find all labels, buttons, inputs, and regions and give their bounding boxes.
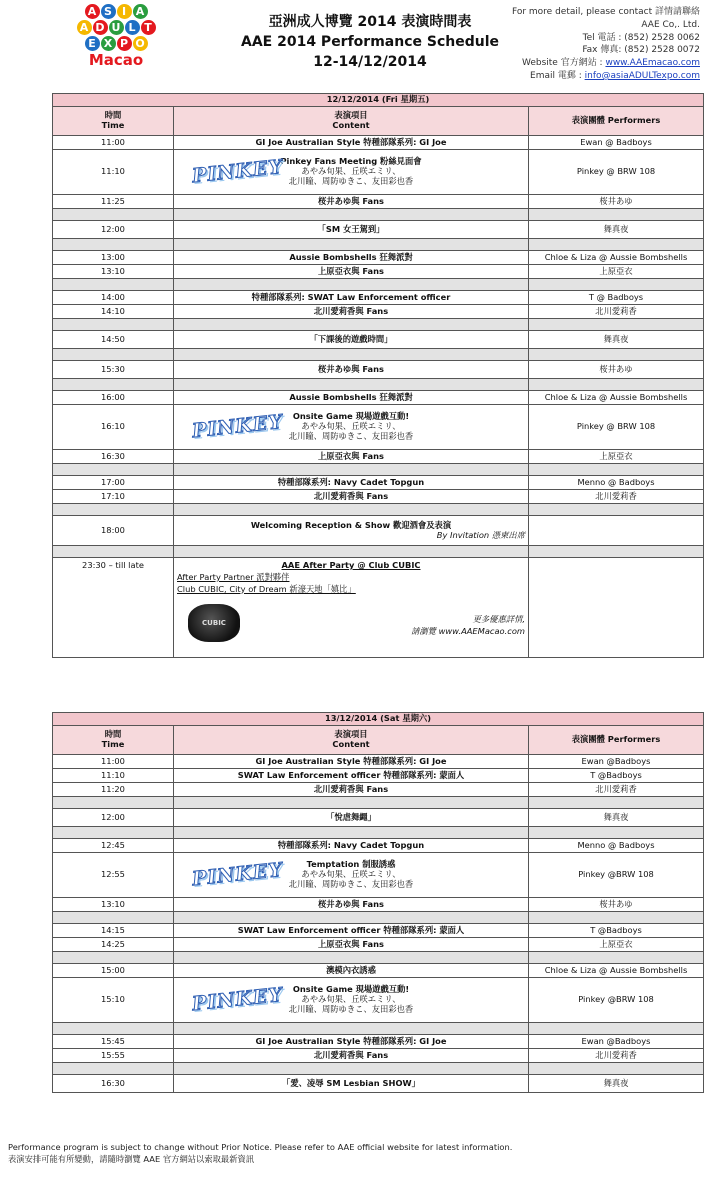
table-row <box>53 331 704 349</box>
table-row <box>53 809 704 827</box>
table-cell <box>53 952 174 964</box>
table-cell <box>174 1063 529 1075</box>
table-cell: 13:10 <box>53 898 174 912</box>
table-row <box>53 755 704 769</box>
table-cell: 14:00 <box>53 291 174 305</box>
table-cell: Pinkey @ BRW 108 <box>529 150 704 195</box>
table-cell <box>174 349 529 361</box>
table-cell <box>174 952 529 964</box>
table-cell <box>529 558 704 658</box>
table-row <box>53 94 704 107</box>
table-cell <box>174 279 529 291</box>
table-cell: 「下課後的遊戲時間」 <box>174 331 529 349</box>
pinkey-logo: PINKEY <box>191 410 284 443</box>
spacer-row <box>53 952 704 964</box>
content-column-header: 表演項目 Content <box>174 726 529 755</box>
table-cell: 舞真夜 <box>529 331 704 349</box>
table-cell <box>174 827 529 839</box>
table-cell: 14:10 <box>53 305 174 319</box>
table-cell: 16:00 <box>53 391 174 405</box>
table-cell <box>53 797 174 809</box>
page-header <box>0 0 710 90</box>
table-cell: 17:10 <box>53 490 174 504</box>
table-cell: Menno @ Badboys <box>529 839 704 853</box>
table-cell <box>174 1023 529 1035</box>
table-cell <box>174 319 529 331</box>
table-cell <box>529 464 704 476</box>
table-cell: 北川愛莉香與 Fans <box>174 783 529 797</box>
table-row <box>53 1049 704 1063</box>
table-cell: 桜井あゆ與 Fans <box>174 361 529 379</box>
performers-column-header: 表演團體 Performers <box>529 726 704 755</box>
table-cell: Aussie Bombshells 狂舞派對 <box>174 251 529 265</box>
table-row <box>53 361 704 379</box>
website-link[interactable]: www.AAEmacao.com <box>605 58 700 69</box>
table-cell <box>174 464 529 476</box>
table-cell: PINKEY Onsite Game 現場遊戲互動! あやみ旬果、丘咲エミリ、 北川瞳、周防ゆきこ、友田彩也香 <box>174 405 529 450</box>
spacer-row <box>53 279 704 291</box>
table-cell <box>174 239 529 251</box>
table-cell: 14:15 <box>53 924 174 938</box>
email-link[interactable]: info@asiaADULTexpo.com <box>584 70 700 81</box>
table-row <box>53 924 704 938</box>
table-row <box>53 195 704 209</box>
table-cell <box>53 464 174 476</box>
table-row <box>53 405 704 450</box>
table-cell: 舞真夜 <box>529 221 704 239</box>
table-cell: Pinkey @BRW 108 <box>529 978 704 1023</box>
table-cell: 上原亞衣與 Fans <box>174 265 529 279</box>
table-row <box>53 450 704 464</box>
table-row <box>53 769 704 783</box>
table-cell: 12:00 <box>53 221 174 239</box>
table-cell: 特種部隊系列: SWAT Law Enforcement officer <box>174 291 529 305</box>
table-cell <box>529 349 704 361</box>
table-cell <box>529 827 704 839</box>
table-cell <box>529 546 704 558</box>
table-cell <box>53 239 174 251</box>
table-cell: 15:10 <box>53 978 174 1023</box>
footer-notice: Performance program is subject to change without Prior Notice. Please refer to AAE official website for latest information. 表演安排可能有所變動，請隨時瀏覽 AAE 官方網站以索取最新資訊 <box>8 1142 513 1164</box>
logo-letter: A <box>85 4 100 19</box>
table-cell: 北川愛莉香與 Fans <box>174 305 529 319</box>
table-cell: 11:00 <box>53 136 174 150</box>
table-cell: SWAT Law Enforcement officer 特種部隊系列: 蒙面人 <box>174 924 529 938</box>
time-column-header: 時間 Time <box>53 726 174 755</box>
table-cell: 北川愛莉香與 Fans <box>174 490 529 504</box>
table-cell <box>529 279 704 291</box>
table-cell <box>529 952 704 964</box>
table-cell: Ewan @ Badboys <box>529 136 704 150</box>
table-cell: Chloe & Liza @ Aussie Bombshells <box>529 391 704 405</box>
table-row <box>53 305 704 319</box>
time-column-header: 時間 Time <box>53 107 174 136</box>
table-cell: GI Joe Australian Style 特種部隊系列: GI Joe <box>174 136 529 150</box>
table-row <box>53 265 704 279</box>
logo-letter: L <box>125 20 140 35</box>
table-cell: 11:10 <box>53 769 174 783</box>
spacer-row <box>53 319 704 331</box>
logo-letter: S <box>101 4 116 19</box>
table-cell: 16:30 <box>53 450 174 464</box>
table-cell <box>529 1023 704 1035</box>
table-cell: 15:30 <box>53 361 174 379</box>
logo-letter: P <box>117 36 132 51</box>
table-row <box>53 150 704 195</box>
schedule-table-day2 <box>52 712 704 1093</box>
table-row <box>53 898 704 912</box>
table-cell: 23:30 – till late <box>53 558 174 658</box>
table-cell: T @ Badboys <box>529 291 704 305</box>
table-cell: 15:00 <box>53 964 174 978</box>
spacer-row <box>53 504 704 516</box>
table-row <box>53 251 704 265</box>
table-cell: Menno @ Badboys <box>529 476 704 490</box>
table-cell <box>529 239 704 251</box>
table-cell <box>53 279 174 291</box>
table-cell: 「SM 女王駕到」 <box>174 221 529 239</box>
spacer-row <box>53 464 704 476</box>
table-row <box>53 476 704 490</box>
table-cell <box>53 546 174 558</box>
table-cell <box>53 827 174 839</box>
table-cell: 桜井あゆ與 Fans <box>174 898 529 912</box>
table-cell <box>174 912 529 924</box>
table-cell: 15:55 <box>53 1049 174 1063</box>
table-row <box>53 853 704 898</box>
table-cell <box>529 912 704 924</box>
table-cell: 「愛、凌辱 SM Lesbian SHOW」 <box>174 1075 529 1093</box>
cubic-logo: CUBIC <box>188 604 240 642</box>
table-cell: PINKEY Onsite Game 現場遊戲互動! あやみ旬果、丘咲エミリ、 北川瞳、周防ゆきこ、友田彩也香 <box>174 978 529 1023</box>
logo-letter: O <box>133 36 148 51</box>
spacer-row <box>53 912 704 924</box>
table-cell: T @Badboys <box>529 769 704 783</box>
table-cell: GI Joe Australian Style 特種部隊系列: GI Joe <box>174 1035 529 1049</box>
table-cell: T @Badboys <box>529 924 704 938</box>
table-cell: Pinkey @BRW 108 <box>529 853 704 898</box>
logo-letter: I <box>117 4 132 19</box>
table-cell: 北川愛莉香 <box>529 783 704 797</box>
table-cell: 上原亞衣 <box>529 450 704 464</box>
title-dates: 12-14/12/2014 <box>313 54 427 70</box>
table-cell: 舞真夜 <box>529 1075 704 1093</box>
table-cell: 12:45 <box>53 839 174 853</box>
table-row <box>53 978 704 1023</box>
pinkey-logo: PINKEY <box>191 983 284 1016</box>
table-cell: 上原亞衣與 Fans <box>174 450 529 464</box>
aae-logo <box>70 4 162 80</box>
table-cell: 「悅虐舞繩」 <box>174 809 529 827</box>
spacer-row <box>53 546 704 558</box>
spacer-row <box>53 1023 704 1035</box>
spacer-row <box>53 827 704 839</box>
title-cn: 亞洲成人博覽 2014 表演時間表 <box>268 14 472 30</box>
spacer-row <box>53 797 704 809</box>
table-cell <box>529 516 704 546</box>
performers-column-header: 表演團體 Performers <box>529 107 704 136</box>
table-row <box>53 391 704 405</box>
table-cell: 舞真夜 <box>529 809 704 827</box>
table-cell: 14:50 <box>53 331 174 349</box>
table-cell: 14:25 <box>53 938 174 952</box>
table-cell <box>529 797 704 809</box>
table-row <box>53 1035 704 1049</box>
spacer-row <box>53 1063 704 1075</box>
spacer-row <box>53 239 704 251</box>
table-cell: 特種部隊系列: Navy Cadet Topgun <box>174 839 529 853</box>
table-row <box>53 964 704 978</box>
pinkey-logo: PINKEY <box>191 858 284 891</box>
table-cell: 13:10 <box>53 265 174 279</box>
table-cell: 16:30 <box>53 1075 174 1093</box>
date-header: 13/12/2014 (Sat 星期六) <box>53 713 704 726</box>
table-cell: 12:00 <box>53 809 174 827</box>
logo-city: Macao <box>88 51 144 69</box>
table-cell: 12:55 <box>53 853 174 898</box>
logo-letter: E <box>85 36 100 51</box>
logo-letter: T <box>141 20 156 35</box>
title-en: AAE 2014 Performance Schedule <box>240 34 499 50</box>
spacer-row <box>53 379 704 391</box>
table-cell <box>53 349 174 361</box>
table-cell: PINKEY Temptation 制服誘惑 あやみ旬果、丘咲エミリ、 北川瞳、周防ゆきこ、友田彩也香 <box>174 853 529 898</box>
table-cell: Welcoming Reception & Show 歡迎酒會及表演 By Invitation 憑柬出席 <box>174 516 529 546</box>
table-cell: Aussie Bombshells 狂舞派對 <box>174 391 529 405</box>
table-cell: Ewan @Badboys <box>529 1035 704 1049</box>
table-cell: 13:00 <box>53 251 174 265</box>
schedule-table-day1 <box>52 93 704 658</box>
table-cell <box>53 379 174 391</box>
table-cell: 桜井あゆ <box>529 195 704 209</box>
table-cell: 11:00 <box>53 755 174 769</box>
table-cell: 11:20 <box>53 783 174 797</box>
logo-letter: A <box>77 20 92 35</box>
table-cell: Chloe & Liza @ Aussie Bombshells <box>529 251 704 265</box>
table-cell <box>174 546 529 558</box>
content-column-header: 表演項目 Content <box>174 107 529 136</box>
table-cell: Pinkey @ BRW 108 <box>529 405 704 450</box>
table-cell: 北川愛莉香 <box>529 490 704 504</box>
table-row <box>53 726 704 755</box>
table-cell: GI Joe Australian Style 特種部隊系列: GI Joe <box>174 755 529 769</box>
logo-letter: X <box>101 36 116 51</box>
table-cell: AAE After Party @ Club CUBIC After Party Partner 派對夥伴 Club CUBIC, City of Dream 新濠天地「嫃比」 CUBIC 更多優惠詳情, 請瀏覽 www.AAEMacao.com <box>174 558 529 658</box>
table-row <box>53 938 704 952</box>
spacer-row <box>53 209 704 221</box>
table-cell: Ewan @Badboys <box>529 755 704 769</box>
table-cell: PINKEY Pinkey Fans Meeting 粉絲見面會 あやみ旬果、丘咲エミリ、 北川瞳、周防ゆきこ、友田彩也香 <box>174 150 529 195</box>
table-cell: 北川愛莉香與 Fans <box>174 1049 529 1063</box>
table-cell <box>53 912 174 924</box>
table-cell: 上原亞衣 <box>529 938 704 952</box>
table-cell <box>174 379 529 391</box>
spacer-row <box>53 349 704 361</box>
table-row <box>53 136 704 150</box>
table-cell: 北川愛莉香 <box>529 305 704 319</box>
logo-letter: U <box>109 20 124 35</box>
table-cell <box>174 504 529 516</box>
table-cell <box>53 209 174 221</box>
table-cell: 上原亞衣 <box>529 265 704 279</box>
table-cell: 11:10 <box>53 150 174 195</box>
table-cell <box>529 1063 704 1075</box>
table-cell: 18:00 <box>53 516 174 546</box>
table-row <box>53 1075 704 1093</box>
table-row <box>53 490 704 504</box>
table-cell <box>174 797 529 809</box>
table-row <box>53 783 704 797</box>
table-cell <box>53 1023 174 1035</box>
table-cell <box>53 1063 174 1075</box>
table-cell: 桜井あゆ <box>529 898 704 912</box>
table-cell: 11:25 <box>53 195 174 209</box>
table-cell <box>174 209 529 221</box>
table-row <box>53 107 704 136</box>
table-cell <box>53 504 174 516</box>
table-cell: SWAT Law Enforcement officer 特種部隊系列: 蒙面人 <box>174 769 529 783</box>
table-row <box>53 516 704 546</box>
table-row <box>53 713 704 726</box>
table-row <box>53 221 704 239</box>
logo-letter: A <box>133 4 148 19</box>
table-cell: 桜井あゆ與 Fans <box>174 195 529 209</box>
table-cell: 17:00 <box>53 476 174 490</box>
table-cell: 15:45 <box>53 1035 174 1049</box>
after-party-row <box>53 558 704 658</box>
table-cell <box>529 379 704 391</box>
table-cell <box>529 209 704 221</box>
table-cell: 北川愛莉香 <box>529 1049 704 1063</box>
table-cell <box>53 319 174 331</box>
table-cell: Chloe & Liza @ Aussie Bombshells <box>529 964 704 978</box>
table-row <box>53 291 704 305</box>
table-cell <box>529 319 704 331</box>
contact-block: For more detail, please contact 詳情請聯絡 AAE Co,. Ltd. Tel 電話 : (852) 2528 0062 Fax 傳真: (852) 2528 0072 Website 官方網站 : www.AAEmacao.com Email 電郵 : info@asiaADULTexpo.com <box>511 7 700 81</box>
table-cell: 特種部隊系列: Navy Cadet Topgun <box>174 476 529 490</box>
date-header: 12/12/2014 (Fri 星期五) <box>53 94 704 107</box>
table-cell: 16:10 <box>53 405 174 450</box>
logo-letter: D <box>93 20 108 35</box>
table-cell <box>529 504 704 516</box>
table-cell: 上原亞衣與 Fans <box>174 938 529 952</box>
table-row <box>53 839 704 853</box>
table-cell: 桜井あゆ <box>529 361 704 379</box>
table-cell: 澳模內衣誘惑 <box>174 964 529 978</box>
pinkey-logo: PINKEY <box>191 155 284 188</box>
